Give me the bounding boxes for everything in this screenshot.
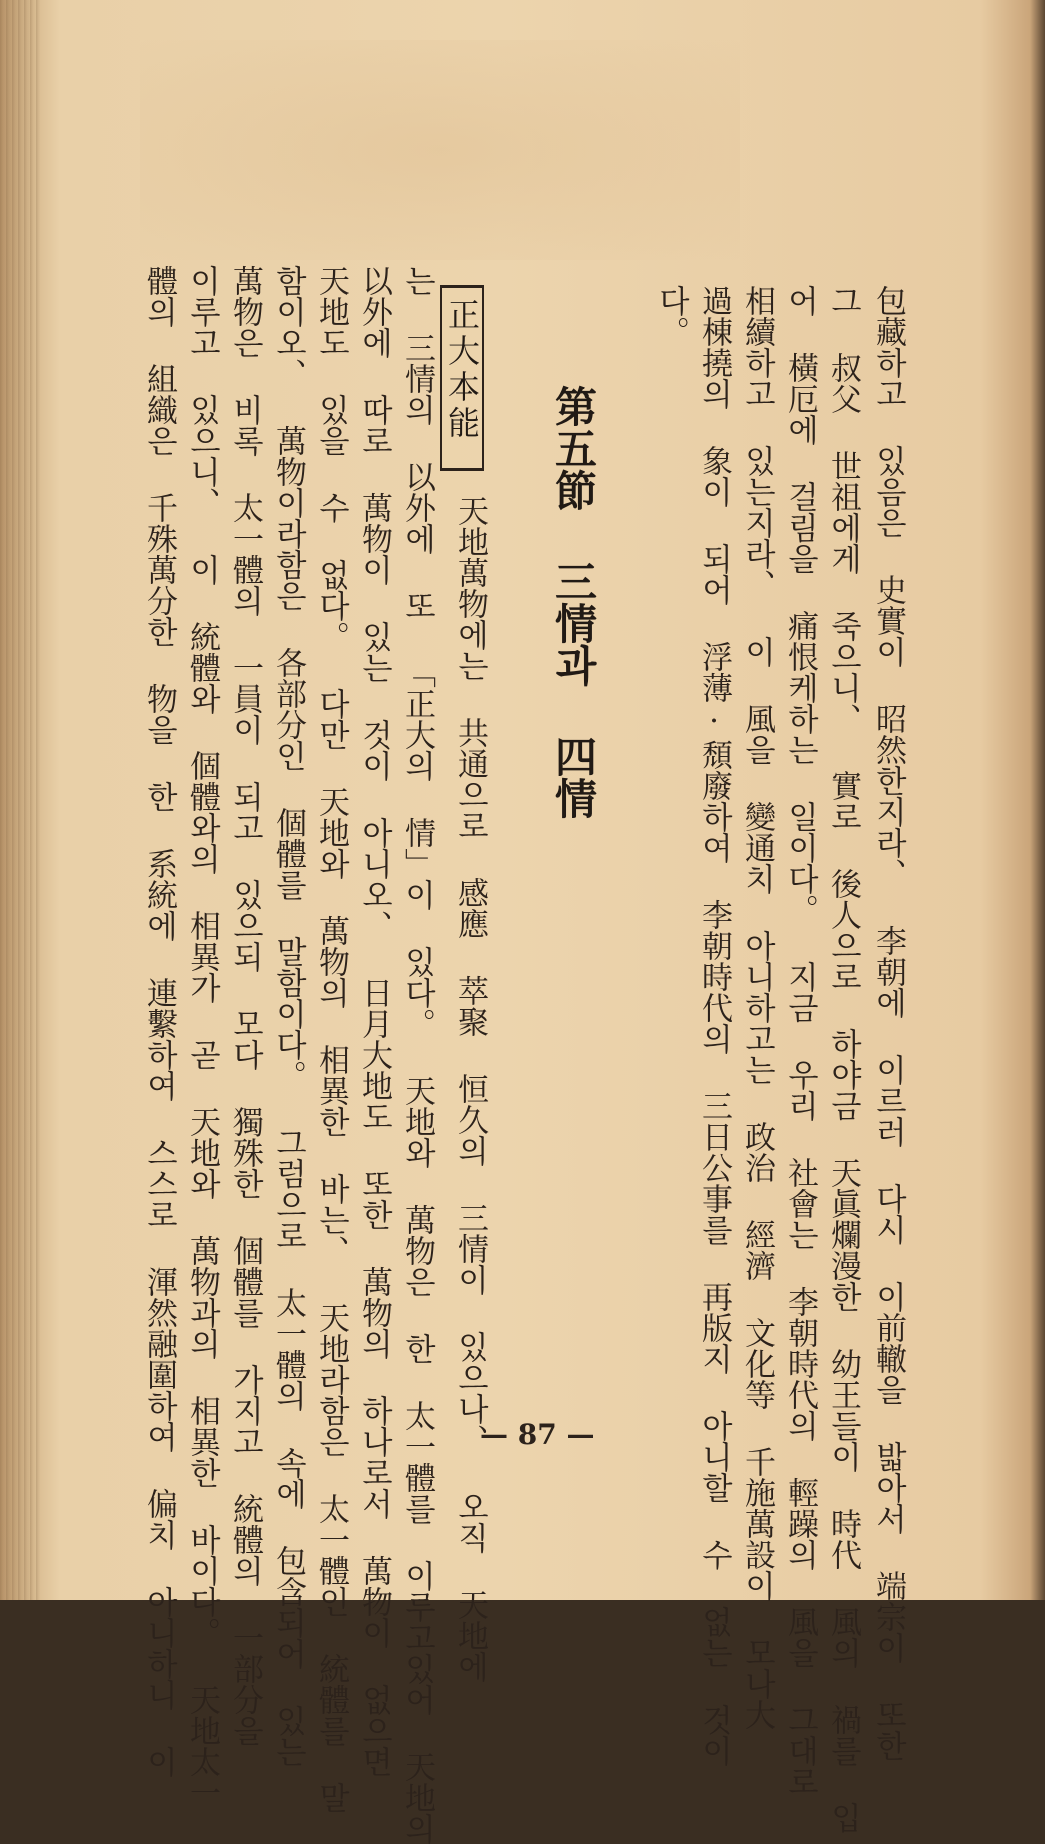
text-column: 過棟撓의 象이 되어 浮薄·頹廢하여 李朝時代의 三日公事를 再版지 아니할 수 없는 것이 [696, 285, 732, 1766]
boxed-subtitle [440, 285, 484, 471]
section-heading: 第五節 三情과 四情 [549, 385, 598, 819]
page-number: — 87 — [480, 1418, 595, 1451]
text-column: 相續하고 있는지라、 이 風을 變通치 아니하고는 政治 經濟 文化等 千施萬設이 모나大 [739, 285, 775, 1730]
text-column: 萬物은 비록 太一體의 一員이 되고 있으되 모다 獨殊한 個體를 가지고 統體의 一部分을 [227, 265, 263, 1746]
text-column: 天地萬物에는 共通으로 感應 萃聚 恒久의 三情이 있으나、 오직 天地에 [452, 495, 488, 1682]
text-column: 그 叔父 世祖에게 죽으니、 實로 後人으로 하야금 天眞爛漫한 幼王들이 時代 風의 禍를 입 [825, 285, 861, 1833]
text-column: 天地도 있을 수 없다。 다만 天地와 萬物의 相異한 바는、 天地라함은 太一體인 統體를 말 [313, 265, 349, 1813]
boxed-subtitle-text: 正大本能 [443, 298, 481, 442]
text-column: 體의 組織은 千殊萬分한 物을 한 系統에 連繫하여 스스로 渾然融圍하여 偏치 아니하니 이 [141, 265, 177, 1777]
text-column: 는 三情의 以外에 또 「正大의 情」이 있다。 天地와 萬物은 한 太一體를 이루고있어 天地의 [399, 265, 435, 1844]
page-edge-shadow [0, 0, 40, 1600]
text-column: 함이오、 萬物이라함은 各部分인 個體를 말함이다。 그럼으로 太一體의 속에 包含되어 있는 [270, 265, 306, 1767]
text-column: 이루고 있으니、 이 統體와 個體와의 相異가 곧 天地와 萬物과의 相異한 바이다。 天地太一 [184, 265, 220, 1808]
text-column: 以外에 따로 萬物이 있는 것이 아니오、 日月大地도 또한 萬物의 하나로서 萬物이 없으면 [356, 265, 392, 1777]
text-column: 어 橫厄에 걸림을 痛恨케하는 일이다。 지금 우리 社會는 李朝時代의 輕躁의 風을 그대로 [782, 285, 818, 1797]
text-column: 다。 [653, 285, 689, 347]
text-column: 包藏하고 있음은 史實이 昭然한지라、 李朝에 이르러 다시 이前轍을 밟아서 端宗이 또한 [870, 285, 906, 1761]
paper-stain [140, 40, 740, 260]
